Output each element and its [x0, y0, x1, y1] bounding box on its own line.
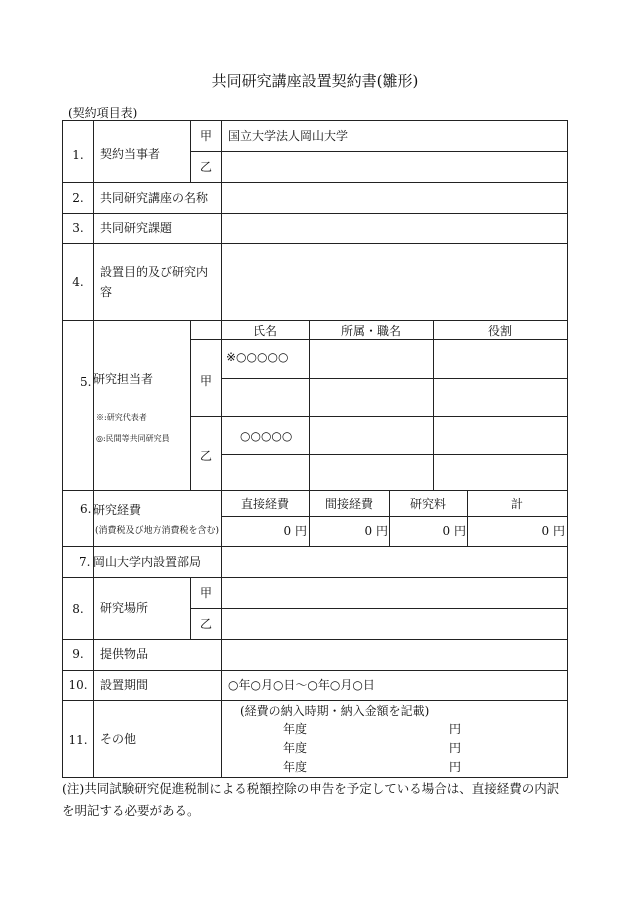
- row1-party-ko: 甲: [199, 129, 213, 143]
- row7-label: 岡山大学内設置部局: [93, 555, 202, 569]
- table-caption: (契約項目表): [68, 106, 138, 120]
- row6-col-direct: 直接経費: [240, 497, 290, 511]
- row10-period-value: ○年○月○日～○年○月○日: [228, 678, 375, 692]
- row5-note-representative: ※:研究代表者: [96, 413, 147, 422]
- row5-number: 5.: [80, 375, 92, 389]
- row2-number: 2.: [72, 191, 84, 205]
- row2-label: 共同研究講座の名称: [100, 191, 209, 205]
- row5-col-name: 氏名: [252, 324, 278, 338]
- row11-year-label: 年度: [283, 741, 308, 755]
- row5-note-private-researcher: ◎:民間等共同研究員: [96, 434, 170, 443]
- row1-ko-value: 国立大学法人岡山大学: [228, 129, 349, 143]
- row6-label: 研究経費: [93, 503, 142, 517]
- row11-number: 11.: [68, 733, 88, 747]
- row9-number: 9.: [72, 647, 84, 661]
- row6-total-value: 0 円: [541, 524, 565, 538]
- row11-yen-label: 円: [449, 722, 462, 736]
- row3-number: 3.: [72, 221, 84, 235]
- row11-yen-label: 円: [449, 741, 462, 755]
- row6-number: 6.: [80, 502, 92, 516]
- row5-party-ko: 甲: [199, 374, 213, 388]
- row4-label-line1: 設置目的及び研究内: [100, 265, 209, 279]
- row11-heading: (経費の納入時期・納入金額を記載): [240, 704, 430, 718]
- row11-year-label: 年度: [283, 760, 308, 774]
- row3-label: 共同研究課題: [100, 221, 173, 235]
- row11-year-label: 年度: [283, 722, 308, 736]
- row7-number: 7.: [79, 555, 91, 569]
- row11-yen-label: 円: [449, 760, 462, 774]
- row8-party-otsu: 乙: [199, 617, 213, 631]
- row4-label-line2: 容: [100, 285, 113, 299]
- row6-col-fee: 研究料: [409, 497, 447, 511]
- row4-number: 4.: [72, 275, 84, 289]
- row5-party-otsu: 乙: [199, 449, 213, 463]
- footnote: (注)共同試験研究促進税制による税額控除の申告を予定している場合は、直接経費の内訳を明記する必要がある。: [62, 781, 560, 818]
- row1-label: 契約当事者: [100, 147, 161, 161]
- row8-label: 研究場所: [100, 601, 149, 615]
- row6-col-indirect: 間接経費: [324, 497, 374, 511]
- row5-label: 研究担当者: [93, 372, 154, 386]
- row6-indirect-value: 0 円: [364, 524, 388, 538]
- row6-sublabel: (消費税及び地方消費税を含む): [95, 526, 220, 536]
- row11-label: その他: [100, 732, 137, 746]
- row5-col-affiliation: 所属・職名: [340, 324, 402, 338]
- row6-direct-value: 0 円: [283, 524, 307, 538]
- row10-number: 10.: [68, 678, 88, 692]
- row6-fee-value: 0 円: [442, 524, 466, 538]
- page-title: 共同研究講座設置契約書(雛形): [211, 72, 419, 90]
- row10-label: 設置期間: [100, 678, 149, 692]
- row1-party-otsu: 乙: [199, 160, 213, 174]
- row1-number: 1.: [72, 148, 84, 162]
- row5-col-role: 役割: [487, 324, 513, 338]
- row9-label: 提供物品: [100, 647, 149, 661]
- row8-party-ko: 甲: [199, 586, 213, 600]
- row8-number: 8.: [72, 602, 84, 616]
- row5-ko-name: ※○○○○○: [226, 350, 289, 364]
- row6-col-total: 計: [510, 497, 524, 511]
- row5-otsu-name: ○○○○○: [240, 429, 293, 443]
